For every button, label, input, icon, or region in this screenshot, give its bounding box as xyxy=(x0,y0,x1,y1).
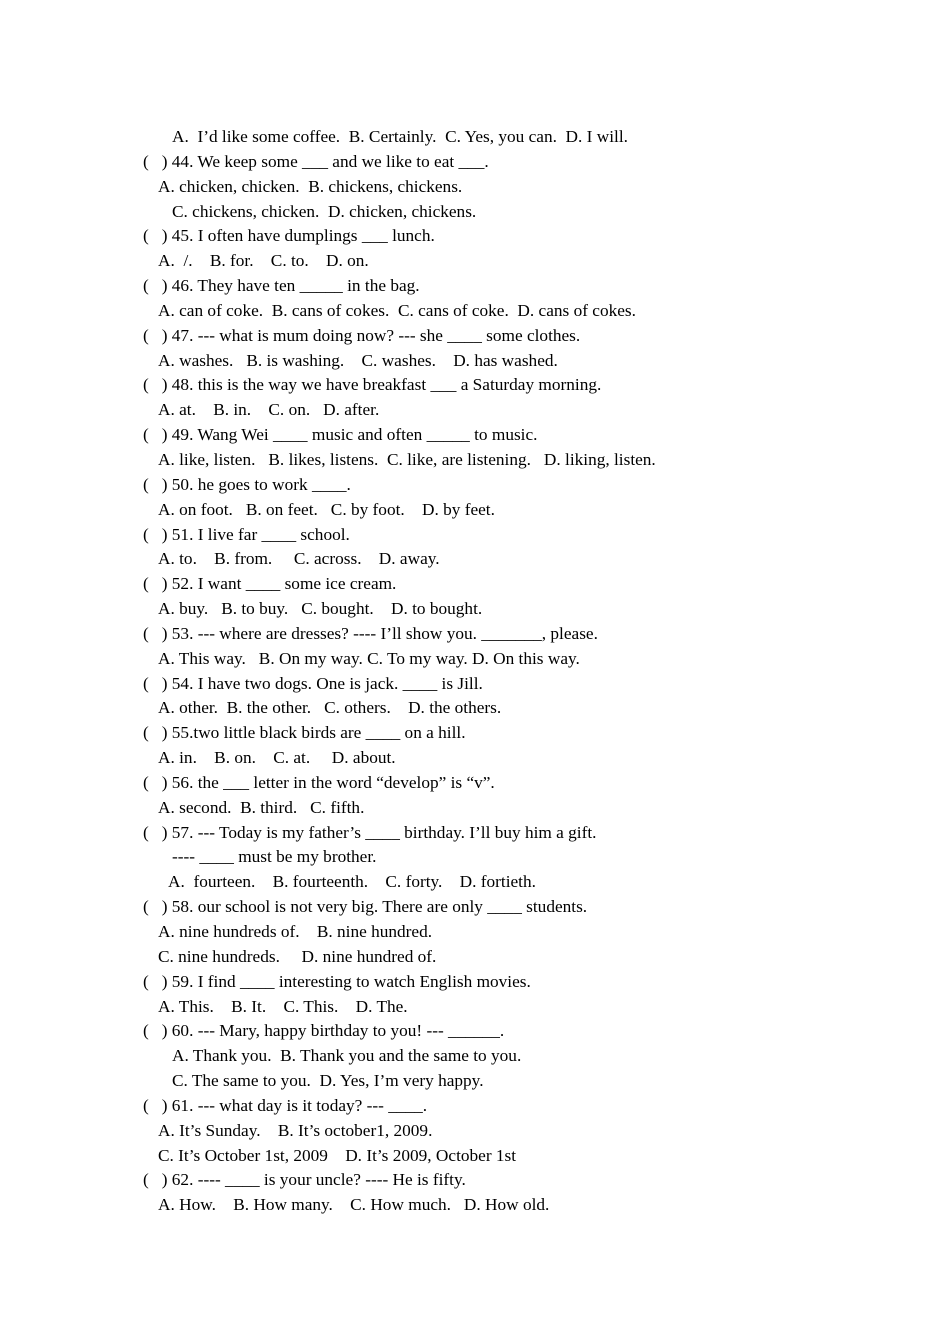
question-line: ( ) 52. I want ____ some ice cream. xyxy=(143,574,397,594)
answer-options-line: A. at. B. in. C. on. D. after. xyxy=(158,400,380,420)
answer-options-line: A. in. B. on. C. at. D. about. xyxy=(158,748,396,768)
answer-options-line: A. can of coke. B. cans of cokes. C. cans of coke. D. cans of cokes. xyxy=(158,300,636,320)
answer-options-line: A. second. B. third. C. fifth. xyxy=(158,797,365,817)
answer-options-line: C. nine hundreds. D. nine hundred of. xyxy=(158,946,437,966)
question-line: ( ) 46. They have ten _____ in the bag. xyxy=(143,276,420,296)
question-line: ( ) 55.two little black birds are ____ on a hill. xyxy=(143,723,466,743)
question-line: ( ) 45. I often have dumplings ___ lunch. xyxy=(143,226,435,246)
question-line: ( ) 44. We keep some ___ and we like to eat ___. xyxy=(143,151,489,171)
answer-options-line: A. This way. B. On my way. C. To my way. D. On this way. xyxy=(158,648,580,668)
answer-options-line: A. like, listen. B. likes, listens. C. like, are listening. D. liking, listen. xyxy=(158,449,656,469)
answer-options-line: A. How. B. How many. C. How much. D. How old. xyxy=(158,1195,550,1215)
question-line: ( ) 60. --- Mary, happy birthday to you! --- ______. xyxy=(143,1021,505,1041)
question-line: ( ) 49. Wang Wei ____ music and often _____ to music. xyxy=(143,425,538,445)
answer-options-line: A. /. B. for. C. to. D. on. xyxy=(158,251,369,271)
answer-options-line: A. This. B. It. C. This. D. The. xyxy=(158,996,408,1016)
question-line: ( ) 48. this is the way we have breakfast ___ a Saturday morning. xyxy=(143,375,602,395)
answer-options-line: A. fourteen. B. fourteenth. C. forty. D. fortieth. xyxy=(168,872,536,892)
answer-options-line: C. The same to you. D. Yes, I’m very happy. xyxy=(172,1071,484,1091)
question-line: ( ) 53. --- where are dresses? ---- I’ll show you. _______, please. xyxy=(143,623,598,643)
question-line: ( ) 54. I have two dogs. One is jack. ____ is Jill. xyxy=(143,673,483,693)
question-line: ( ) 59. I find ____ interesting to watch English movies. xyxy=(143,971,531,991)
question-line: ( ) 56. the ___ letter in the word “develop” is “v”. xyxy=(143,772,495,792)
answer-options-line: A. buy. B. to buy. C. bought. D. to bought. xyxy=(158,599,483,619)
answer-options-line: A. chicken, chicken. B. chickens, chickens. xyxy=(158,176,463,196)
question-list xyxy=(0,125,950,1218)
answer-options-line: C. chickens, chicken. D. chicken, chickens. xyxy=(172,201,477,221)
question-line: ( ) 57. --- Today is my father’s ____ birthday. I’ll buy him a gift. xyxy=(143,822,597,842)
answer-options-line: A. on foot. B. on feet. C. by foot. D. by feet. xyxy=(158,499,495,519)
question-line: ( ) 61. --- what day is it today? --- ____. xyxy=(143,1095,428,1115)
question-line: ( ) 50. he goes to work ____. xyxy=(143,474,351,494)
answer-options-line: A. It’s Sunday. B. It’s october1, 2009. xyxy=(158,1120,433,1140)
answer-options-line: A. Thank you. B. Thank you and the same to you. xyxy=(172,1046,522,1066)
answer-options-line: C. It’s October 1st, 2009 D. It’s 2009, October 1st xyxy=(158,1145,517,1165)
answer-options-line: A. nine hundreds of. B. nine hundred. xyxy=(158,922,433,941)
question-line: ( ) 51. I live far ____ school. xyxy=(143,524,350,544)
answer-options-line: A. to. B. from. C. across. D. away. xyxy=(158,549,440,569)
answer-options-line: A. other. B. the other. C. others. D. the others. xyxy=(158,698,502,718)
question-line: ( ) 62. ---- ____ is your uncle? ---- He is fifty. xyxy=(143,1170,466,1190)
question-line: ( ) 58. our school is not very big. There are only ____ students. xyxy=(143,897,588,917)
answer-options-line: A. I’d like some coffee. B. Certainly. C. Yes, you can. D. I will. xyxy=(172,127,628,146)
answer-options-line: A. washes. B. is washing. C. washes. D. has washed. xyxy=(158,350,558,370)
question-line: ( ) 47. --- what is mum doing now? --- she ____ some clothes. xyxy=(143,325,581,345)
answer-options-line: ---- ____ must be my brother. xyxy=(172,847,377,867)
